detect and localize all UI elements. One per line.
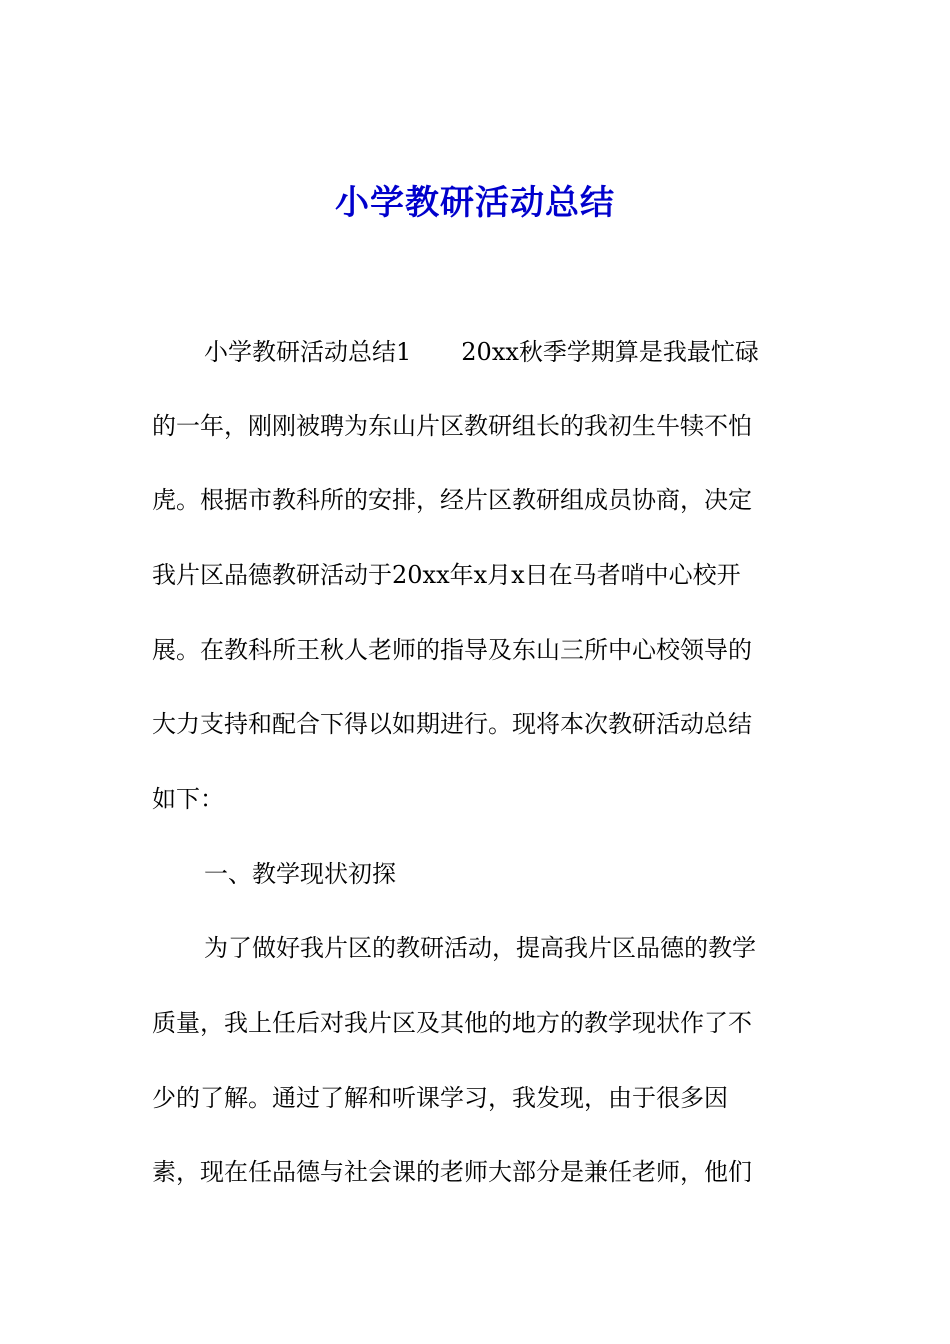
document-title: 小学教研活动总结 bbox=[335, 183, 615, 223]
section-heading-inline: 小学教研活动总结1 bbox=[204, 338, 412, 366]
paragraph-line: 为了做好我片区的教研活动，提高我片区品德的教学 bbox=[204, 934, 756, 962]
paragraph-line: 我片区品德教研活动于20xx年x月x日在马者哨中心校开 bbox=[152, 561, 741, 589]
paragraph-line bbox=[204, 334, 802, 370]
paragraph-line: 素，现在任品德与社会课的老师大部分是兼任老师，他们 bbox=[152, 1158, 752, 1186]
paragraph-line: 虎。根据市教科所的安排，经片区教研组成员协商，决定 bbox=[152, 486, 752, 514]
paragraph-line: 展。在教科所王秋人老师的指导及东山三所中心校领导的 bbox=[152, 636, 752, 664]
paragraph-text: 20xx秋季学期算是我最忙碌 bbox=[461, 338, 759, 366]
section-heading: 一、教学现状初探 bbox=[204, 860, 396, 888]
paragraph-line: 如下： bbox=[152, 785, 224, 813]
paragraph-line: 质量，我上任后对我片区及其他的地方的教学现状作了不 bbox=[152, 1009, 752, 1037]
paragraph-line: 大力支持和配合下得以如期进行。现将本次教研活动总结 bbox=[152, 710, 752, 738]
paragraph-line: 少的了解。通过了解和听课学习，我发现，由于很多因 bbox=[152, 1084, 728, 1112]
paragraph-line: 的一年，刚刚被聘为东山片区教研组长的我初生牛犊不怕 bbox=[152, 412, 752, 440]
